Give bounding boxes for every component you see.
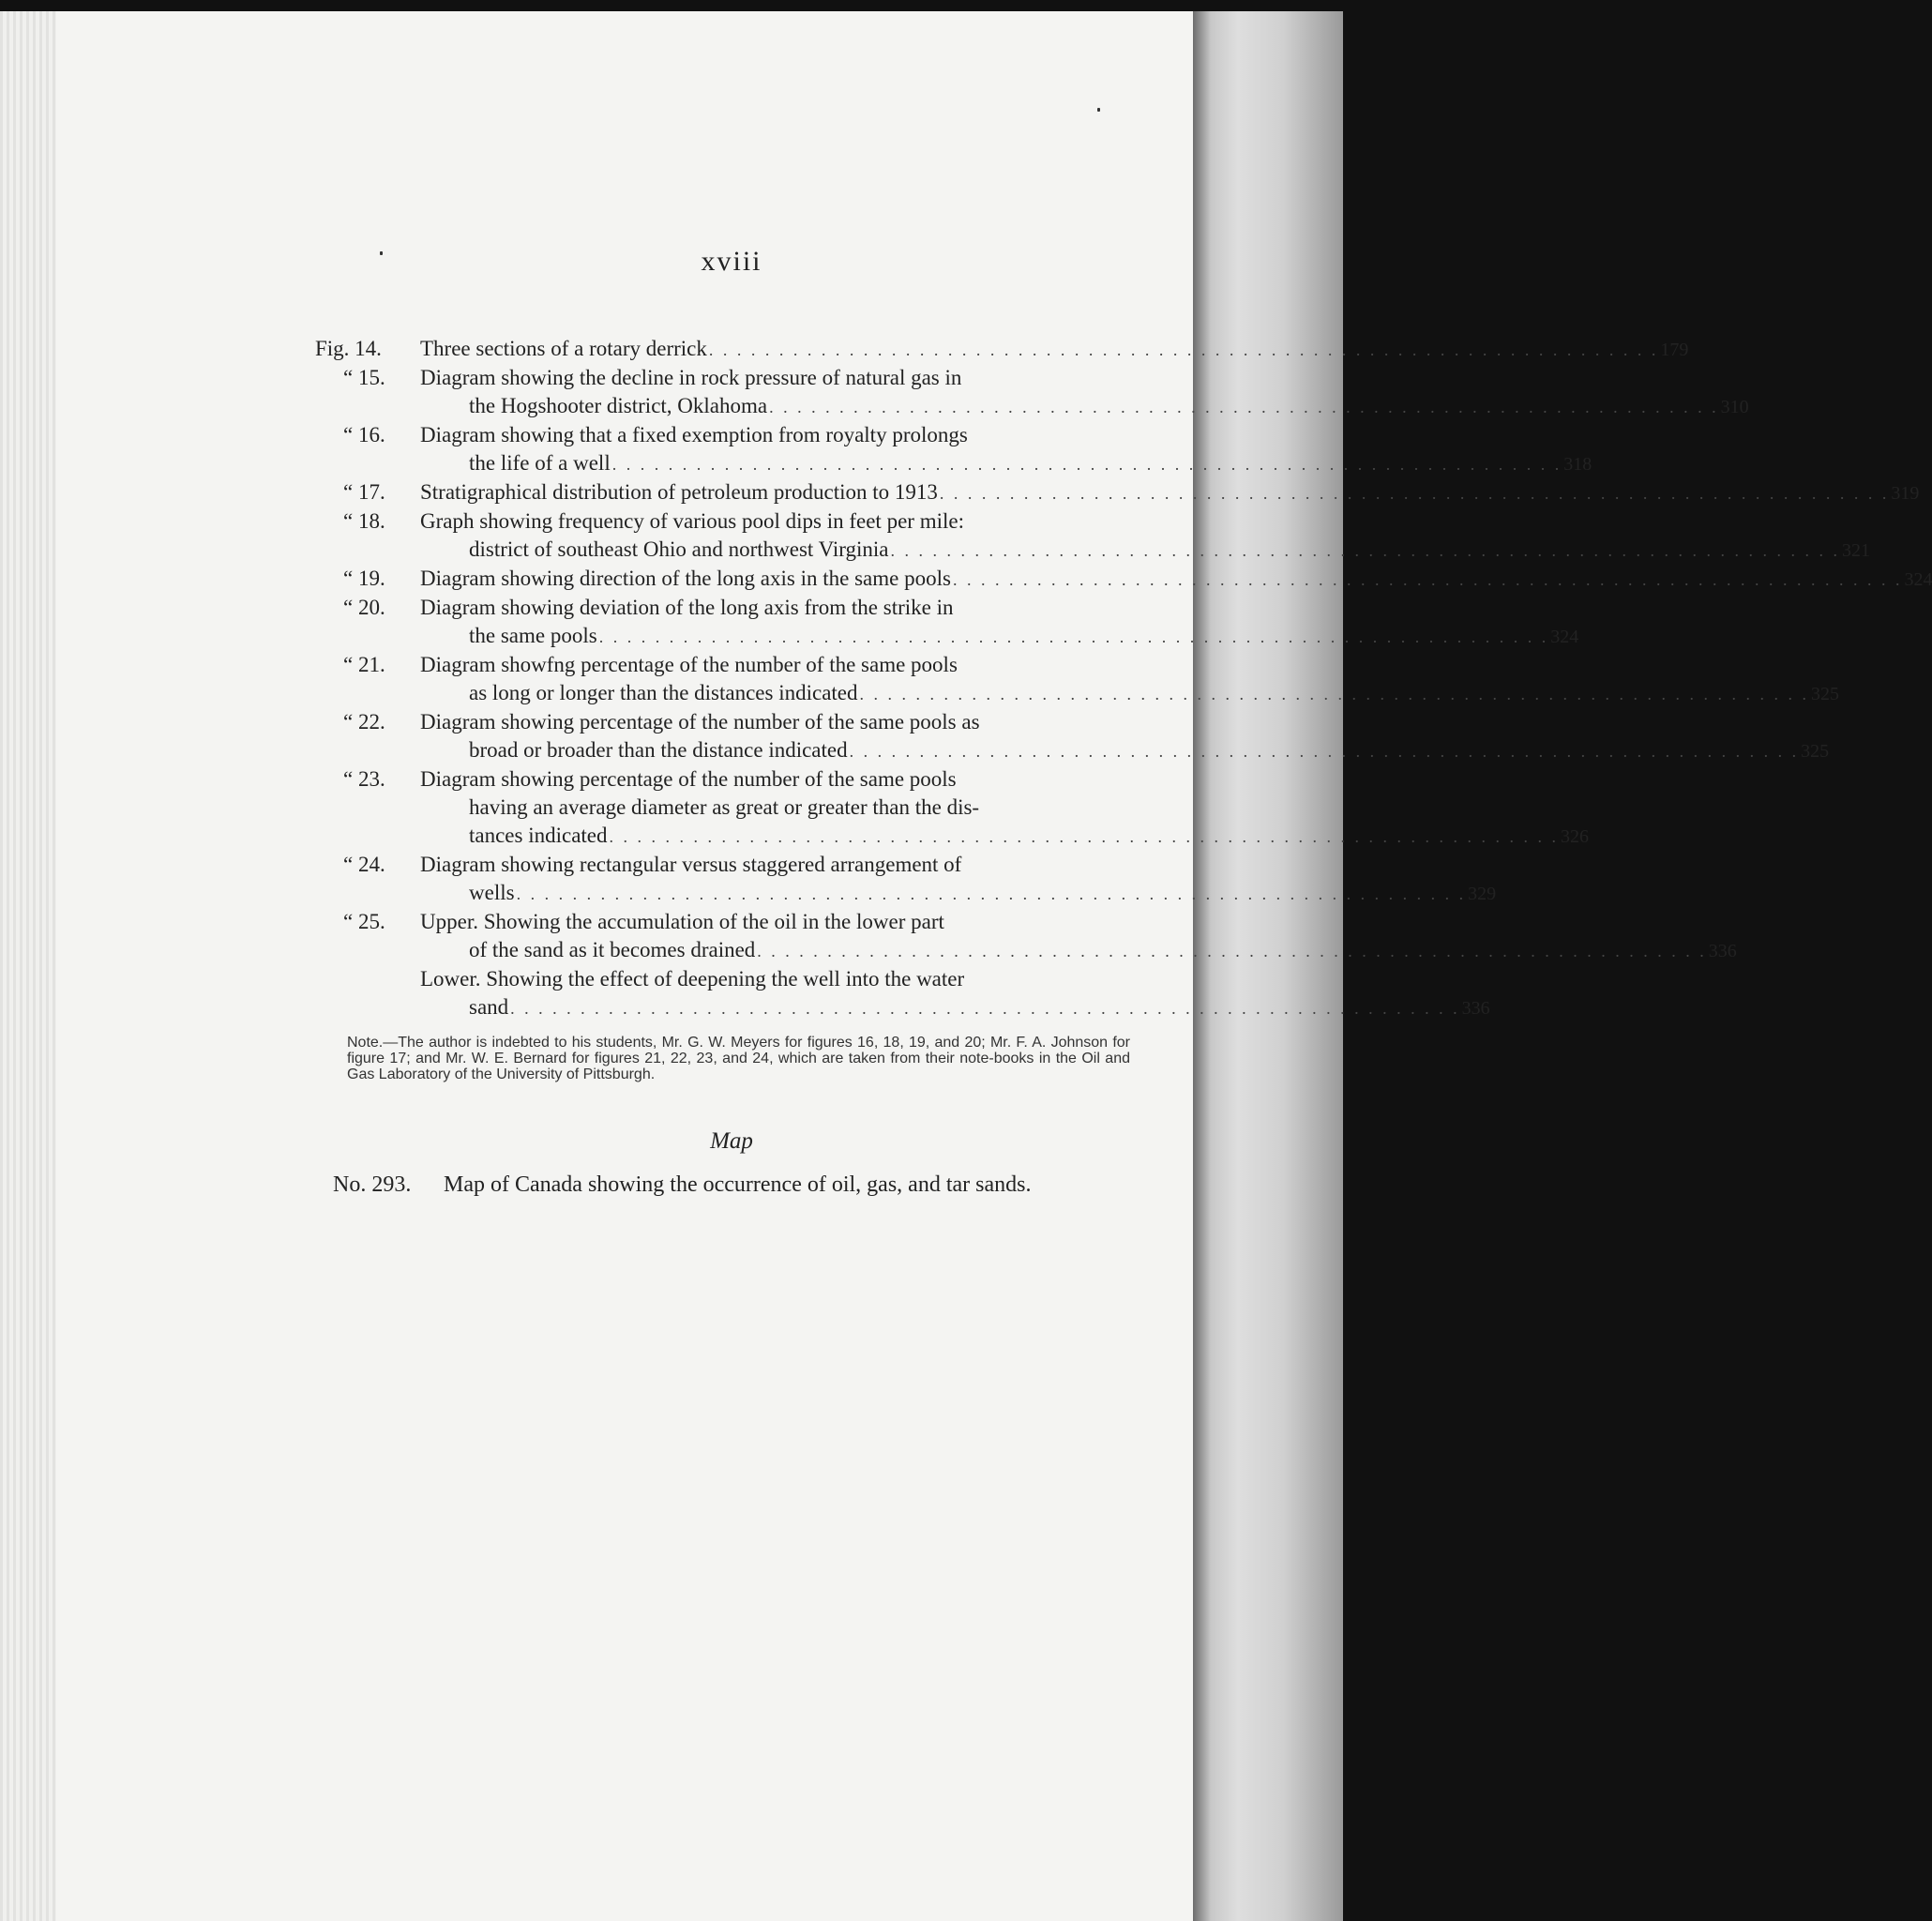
figure-entry	[315, 507, 1870, 565]
page-ref: 321	[1842, 540, 1870, 561]
figure-entry	[315, 765, 1590, 851]
figure-entry	[315, 851, 1497, 908]
entry-line	[420, 449, 1592, 478]
entry-text: Diagram showing direction of the long axis in the same pools	[420, 567, 951, 590]
entry-line	[420, 679, 1840, 708]
entry-text: Stratigraphical distribution of petroleum production to 1913	[420, 480, 938, 504]
page-ref: 336	[1708, 941, 1737, 961]
entry-line	[420, 794, 1112, 822]
dot-leader: . . . . . . . . . . . . . . . . . . . . . . . . . . . . . . . . . . . . . . . . . . . . . . . . . . . . . . . . . . . . . . . . . . . .	[510, 999, 1460, 1018]
entry-line	[420, 622, 1579, 651]
figure-number: “ 25.	[343, 910, 385, 933]
entry-text: Diagram showing rectangular versus staggered arrangement of	[420, 853, 962, 876]
map-heading: Map	[710, 1128, 753, 1154]
figure-list	[315, 335, 1932, 1022]
dot-leader: . . . . . . . . . . . . . . . . . . . . . . . . . . . . . . . . . . . . . . . . . . . . . . . . . . . . . . . . . . . . . . . . . . . .	[952, 570, 1903, 589]
entry-line	[420, 478, 1920, 507]
entry-line	[420, 507, 1112, 536]
figure-number: “ 23.	[343, 767, 385, 791]
dot-leader: . . . . . . . . . . . . . . . . . . . . . . . . . . . . . . . . . . . . . . . . . . . . . . . . . . . . . . . . . . . . . . . . . . . .	[609, 827, 1560, 846]
entry-line	[420, 851, 1112, 879]
entry-line	[420, 936, 1737, 965]
dot-leader: . . . . . . . . . . . . . . . . . . . . . . . . . . . . . . . . . . . . . . . . . . . . . . . . . . . . . . . . . . . . . . . . . . . .	[939, 484, 1890, 503]
entry-line	[420, 965, 1112, 993]
page-ref: 325	[1801, 741, 1830, 762]
dot-leader: . . . . . . . . . . . . . . . . . . . . . . . . . . . . . . . . . . . . . . . . . . . . . . . . . . . . . . . . . . . . . . . . . . . .	[611, 455, 1562, 474]
figure-number: Fig. 14.	[315, 337, 382, 360]
entry-text: of the sand as it becomes drained	[469, 938, 756, 961]
page-ref: 179	[1660, 340, 1689, 360]
ink-speck	[380, 251, 383, 255]
dot-leader: . . . . . . . . . . . . . . . . . . . . . . . . . . . . . . . . . . . . . . . . . . . . . . . . . . . . . . . . . . . . . . . . . . . .	[859, 685, 1810, 703]
entry-line	[420, 565, 1932, 594]
page-edges	[0, 11, 56, 1921]
entry-line	[420, 993, 1490, 1022]
figure-number: “ 17.	[343, 480, 385, 504]
entry-text: Three sections of a rotary derrick	[420, 337, 707, 360]
figure-entry	[315, 335, 1689, 364]
entry-text: Diagram showfng percentage of the number of the same pools	[420, 653, 958, 676]
entry-text: Lower. Showing the effect of deepening the well into the water	[420, 967, 965, 991]
page-ref: 326	[1561, 826, 1590, 847]
page-ref: 336	[1461, 998, 1490, 1019]
entry-line	[420, 908, 1112, 936]
entry-line	[420, 765, 1112, 794]
figure-entry	[315, 651, 1840, 708]
figure-number: “ 24.	[343, 853, 385, 876]
entry-line	[420, 822, 1590, 851]
entry-text: district of southeast Ohio and northwest Virginia	[469, 537, 889, 561]
entry-text: Diagram showing percentage of the number of the same pools	[420, 767, 957, 791]
figure-number: “ 21.	[343, 653, 385, 676]
entry-text: broad or broader than the distance indicated	[469, 738, 848, 762]
binding-shadow	[1193, 11, 1343, 1921]
entry-text: tances indicated	[469, 824, 608, 847]
figure-number: “ 18.	[343, 509, 385, 533]
figure-entry	[315, 708, 1830, 765]
page-ref: 324	[1904, 569, 1932, 590]
dot-leader: . . . . . . . . . . . . . . . . . . . . . . . . . . . . . . . . . . . . . . . . . . . . . . . . . . . . . . . . . . . . . . . . . . . .	[769, 398, 1719, 416]
page-ref: 318	[1563, 454, 1592, 475]
entry-line	[420, 335, 1689, 364]
dot-leader: . . . . . . . . . . . . . . . . . . . . . . . . . . . . . . . . . . . . . . . . . . . . . . . . . . . . . . . . . . . . . . . . . . . .	[598, 628, 1549, 646]
map-entry	[333, 1172, 1130, 1198]
figure-entry	[315, 364, 1749, 421]
entry-line	[420, 736, 1830, 765]
entry-line	[420, 392, 1749, 421]
figure-entry	[315, 908, 1737, 1022]
page-ref: 325	[1811, 684, 1840, 704]
entry-line	[420, 594, 1112, 622]
entry-line	[420, 651, 1112, 679]
entry-line	[420, 708, 1112, 736]
entry-line	[420, 421, 1112, 449]
entry-text: Diagram showing deviation of the long axis from the strike in	[420, 596, 954, 619]
dot-leader: . . . . . . . . . . . . . . . . . . . . . . . . . . . . . . . . . . . . . . . . . . . . . . . . . . . . . . . . . . . . . . . . . . . .	[708, 340, 1659, 359]
page-ref: 310	[1720, 397, 1749, 417]
figure-entry	[315, 565, 1932, 594]
entry-text: the life of a well	[469, 451, 611, 475]
page-number: xviii	[701, 246, 762, 277]
figure-entry	[315, 478, 1920, 507]
page-ref: 329	[1468, 884, 1497, 904]
map-number: No. 293.	[333, 1172, 412, 1197]
entry-line	[420, 879, 1497, 908]
entry-text: Graph showing frequency of various pool dips in feet per mile:	[420, 509, 964, 533]
entry-text: wells	[469, 881, 515, 904]
entry-text: sand	[469, 995, 509, 1019]
entry-line	[420, 364, 1112, 392]
figure-number: “ 16.	[343, 423, 385, 446]
acknowledgement-note: Note.—The author is indebted to his students, Mr. G. W. Meyers for figures 16, 18, 19, and 20; Mr. F. A. Johnson for figure 17; and Mr. W. E. Bernard for figures 21, 22, 23, and 24, which are taken from their note-books in the Oil and Gas Laboratory of the University of Pittsburgh.	[347, 1035, 1130, 1082]
entry-line	[420, 536, 1870, 565]
dot-leader: . . . . . . . . . . . . . . . . . . . . . . . . . . . . . . . . . . . . . . . . . . . . . . . . . . . . . . . . . . . . . . . . . . . .	[849, 742, 1800, 761]
figure-entry	[315, 594, 1579, 651]
entry-text: Diagram showing percentage of the number of the same pools as	[420, 710, 980, 734]
entry-text: Diagram showing that a fixed exemption from royalty prolongs	[420, 423, 968, 446]
page-ref: 324	[1550, 627, 1579, 647]
entry-text: the same pools	[469, 624, 597, 647]
page-ref: 319	[1891, 483, 1920, 504]
entry-text: Diagram showing the decline in rock pressure of natural gas in	[420, 366, 962, 389]
figure-number: “ 22.	[343, 710, 385, 734]
figure-number: “ 19.	[343, 567, 385, 590]
ink-speck	[1097, 108, 1100, 112]
dot-leader: . . . . . . . . . . . . . . . . . . . . . . . . . . . . . . . . . . . . . . . . . . . . . . . . . . . . . . . . . . . . . . . . . . . .	[516, 885, 1467, 903]
entry-text: as long or longer than the distances indicated	[469, 681, 858, 704]
dot-leader: . . . . . . . . . . . . . . . . . . . . . . . . . . . . . . . . . . . . . . . . . . . . . . . . . . . . . . . . . . . . . . . . . . . .	[890, 541, 1840, 560]
figure-entry	[315, 421, 1592, 478]
dot-leader: . . . . . . . . . . . . . . . . . . . . . . . . . . . . . . . . . . . . . . . . . . . . . . . . . . . . . . . . . . . . . . . . . . . .	[757, 942, 1707, 960]
entry-text: the Hogshooter district, Oklahoma	[469, 394, 768, 417]
entry-text: having an average diameter as great or greater than the dis-	[469, 795, 980, 819]
figure-number: “ 15.	[343, 366, 385, 389]
figure-number: “ 20.	[343, 596, 385, 619]
entry-text: Upper. Showing the accumulation of the oil in the lower part	[420, 910, 944, 933]
map-title: Map of Canada showing the occurrence of oil, gas, and tar sands.	[444, 1172, 1032, 1197]
